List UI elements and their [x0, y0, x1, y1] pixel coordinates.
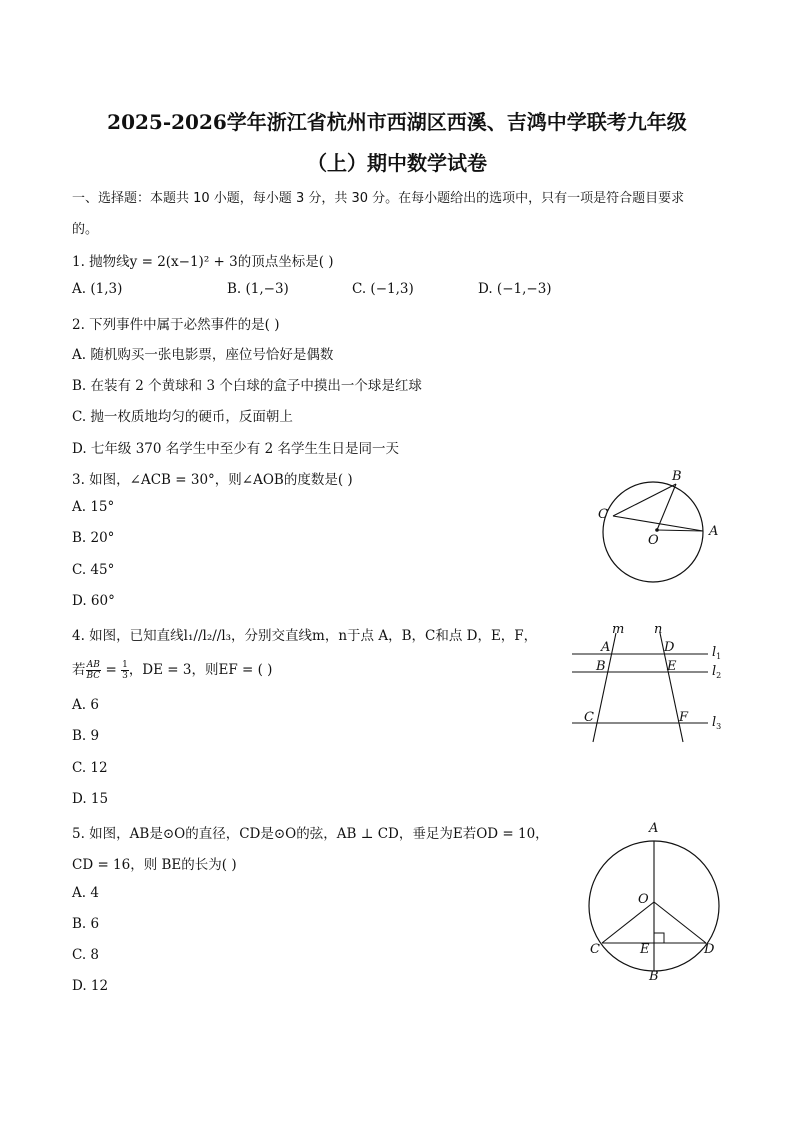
q3-stem: 3. 如图，∠ACB = 30°，则∠AOB的度数是( ): [72, 472, 353, 488]
q3-option-b: B. 20°: [72, 530, 115, 546]
q4-label-e: E: [667, 659, 677, 674]
q5-segment-od: [654, 902, 706, 943]
q5-option-c: C. 8: [72, 947, 100, 963]
q4-stem-line1: 4. 如图，已知直线l₁//l₂//l₃，分别交直线m，n于点 A，B，C和点 D，E，F，: [72, 628, 538, 644]
section-instructions-line2: 的。: [72, 222, 99, 237]
q4-option-b: B. 9: [72, 728, 100, 744]
q4-equals: =: [101, 662, 122, 678]
q5-option-b: B. 6: [72, 916, 100, 932]
q4-label-m: m: [612, 622, 625, 637]
q1-option-c: C. (−1,3): [352, 281, 414, 297]
q4-frac2-denominator: 3: [122, 671, 128, 681]
q3-center-point: [655, 528, 659, 532]
q5-option-d: D. 12: [72, 978, 109, 994]
q4-fraction-one-third: [121, 660, 129, 681]
q4-stem-suffix: ，DE = 3，则EF = ( ): [128, 662, 273, 678]
q5-label-c: C: [590, 942, 600, 957]
q4-option-d: D. 15: [72, 791, 109, 807]
q4-fraction-ab-bc: [86, 660, 102, 681]
q2-option-a: A. 随机购买一张电影票，座位号恰好是偶数: [72, 347, 334, 363]
q3-option-c: C. 45°: [72, 562, 115, 578]
q3-label-o: O: [648, 533, 659, 548]
q4-label-n: n: [654, 622, 663, 637]
q5-option-a: A. 4: [72, 885, 99, 901]
q4-option-a: A. 6: [72, 697, 99, 713]
q5-label-b: B: [649, 969, 659, 984]
q1-option-a: A. (1,3): [72, 281, 123, 297]
q5-label-e: E: [640, 942, 650, 957]
q5-segment-oc: [602, 902, 654, 943]
q4-label-l1: $l_1$: [712, 645, 722, 661]
q3-label-a: A: [709, 524, 719, 539]
q5-stem-line2: CD = 16，则 BE的长为( ): [72, 857, 237, 873]
section-instructions-line1: 一、选择题：本题共 10 小题，每小题 3 分，共 30 分。在每小题给出的选项中，只有一项是符合题目要求: [72, 191, 685, 206]
q3-option-d: D. 60°: [72, 593, 115, 609]
q4-label-l3: $l_3$: [712, 715, 722, 731]
exam-title-line1: 2025-2026学年浙江省杭州市西湖区西溪、吉鸿中学联考九年级: [107, 110, 687, 134]
q3-figure-circle: [590, 466, 730, 586]
q3-segment-ob: [657, 484, 676, 530]
q2-option-b: B. 在装有 2 个黄球和 3 个白球的盒子中摸出一个球是红球: [72, 378, 422, 394]
q1-stem: 1. 抛物线y = 2(x−1)² + 3的顶点坐标是( ): [72, 254, 334, 270]
q4-label-c: C: [584, 710, 594, 725]
q3-label-b: B: [672, 469, 682, 484]
q4-label-f: F: [679, 710, 689, 725]
q5-figure-circle: [580, 818, 730, 986]
q4-figure-parallel-lines: [566, 620, 736, 746]
q1-option-b: B. (1,−3): [227, 281, 289, 297]
q5-label-a: A: [649, 821, 659, 836]
q4-frac-denominator: BC: [86, 671, 101, 681]
q1-option-d: D. (−1,−3): [478, 281, 552, 297]
q4-stem-line2: [72, 658, 272, 681]
q5-label-o: O: [638, 892, 649, 907]
q2-option-c: C. 抛一枚质地均匀的硬币，反面朝上: [72, 409, 293, 425]
q4-frac2-numerator: 1: [122, 660, 128, 670]
q3-segment-cb: [613, 484, 676, 516]
q4-label-d: D: [664, 640, 675, 655]
q4-frac-numerator: AB: [86, 660, 100, 670]
q4-stem-prefix: 若: [72, 662, 86, 678]
q3-option-a: A. 15°: [72, 499, 115, 515]
q3-label-c: C: [598, 507, 608, 522]
q2-option-d: D. 七年级 370 名学生中至少有 2 名学生生日是同一天: [72, 441, 399, 457]
q4-label-l2: $l_2$: [712, 664, 722, 680]
exam-title-line2: （上）期中数学试卷: [307, 151, 487, 175]
q4-label-b: B: [596, 659, 606, 674]
q3-circle: [603, 482, 703, 582]
q5-right-angle-mark: [654, 933, 664, 943]
q5-stem-line1: 5. 如图，AB是⊙O的直径，CD是⊙O的弦，AB ⊥ CD，垂足为E若OD = 10，: [72, 826, 549, 842]
q5-label-d: D: [704, 942, 715, 957]
q4-label-a: A: [601, 640, 611, 655]
q2-stem: 2. 下列事件中属于必然事件的是( ): [72, 317, 280, 333]
q4-option-c: C. 12: [72, 760, 108, 776]
